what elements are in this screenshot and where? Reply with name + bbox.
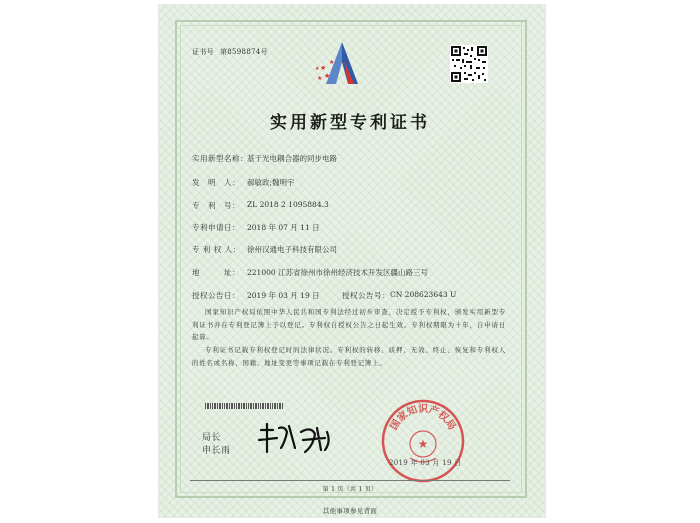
inventor-label: 发 明 人： xyxy=(192,178,240,187)
grant-date-value: 2019 年 03 月 19 日 xyxy=(247,291,320,300)
grant-statement-paragraph: 国家知识产权局依照中华人民共和国专利法经过初步审查，决定授予专利权，颁发实用新型专利证书并在专利登记簿上予以登记。专利权自授权公告之日起生效。专利权期限为十年，自申请日起算。 xyxy=(192,308,506,341)
director-signature-icon xyxy=(255,418,335,458)
svg-text:★: ★ xyxy=(315,66,320,72)
owner-label: 专 利 权 人： xyxy=(192,245,241,254)
apply-date-value: 2018 年 07 月 11 日 xyxy=(247,223,320,232)
inventor-value: 郝敏政;魏明宇 xyxy=(247,178,295,187)
certificate-title: 实用新型专利证书 xyxy=(270,113,430,133)
cert-no-value: 第8598874号 xyxy=(220,48,268,56)
svg-text:★: ★ xyxy=(324,72,331,80)
address-label: 地 址： xyxy=(192,268,240,277)
patent-no-value: ZL 2018 2 1095884.3 xyxy=(247,200,329,209)
svg-text:国家知识产权局: 国家知识产权局 xyxy=(388,403,458,433)
footer-note: 其他事项参见背面 xyxy=(322,507,378,515)
svg-text:★: ★ xyxy=(329,59,335,66)
official-seal-icon xyxy=(380,398,466,484)
address-value: 221000 江苏省徐州市徐州经济技术开发区疆山路三号 xyxy=(247,268,429,277)
legal-status-paragraph: 专利证书记载专利权登记时的法律状况。专利权的转移、质押、无效、终止、恢复和专利权人的姓名或名称、国籍、地址变更等事项记载在专利登记簿上。 xyxy=(192,346,506,367)
barcode-icon xyxy=(205,403,285,409)
qr-code-icon xyxy=(450,45,488,83)
seal-date: 2019 年 03 月 19 日 xyxy=(389,459,462,467)
grant-date-label: 授权公告日： xyxy=(192,291,240,300)
certificate-border xyxy=(175,20,527,498)
cnipa-logo-icon xyxy=(314,40,370,88)
page-indicator: 第 1 页（共 1 页） xyxy=(322,486,378,493)
grant-no-label: 授权公告号： xyxy=(342,291,390,300)
svg-text:★: ★ xyxy=(417,437,429,451)
director-name: 申长雨 xyxy=(202,446,231,456)
cert-no-label: 证书号 xyxy=(192,48,214,56)
patent-no-label: 专 利 号： xyxy=(192,201,240,210)
svg-text:★: ★ xyxy=(320,64,327,72)
footer-divider xyxy=(190,480,510,481)
director-title: 局长 xyxy=(202,433,222,443)
svg-text:★: ★ xyxy=(317,75,323,82)
apply-date-label: 专利申请日： xyxy=(192,223,240,232)
name-value: 基于光电耦合器的同步电路 xyxy=(247,154,337,163)
name-label: 实用新型名称： xyxy=(192,154,248,163)
grant-no-value: CN 208623643 U xyxy=(390,290,457,299)
owner-value: 徐州汉通电子科技有限公司 xyxy=(247,245,337,254)
